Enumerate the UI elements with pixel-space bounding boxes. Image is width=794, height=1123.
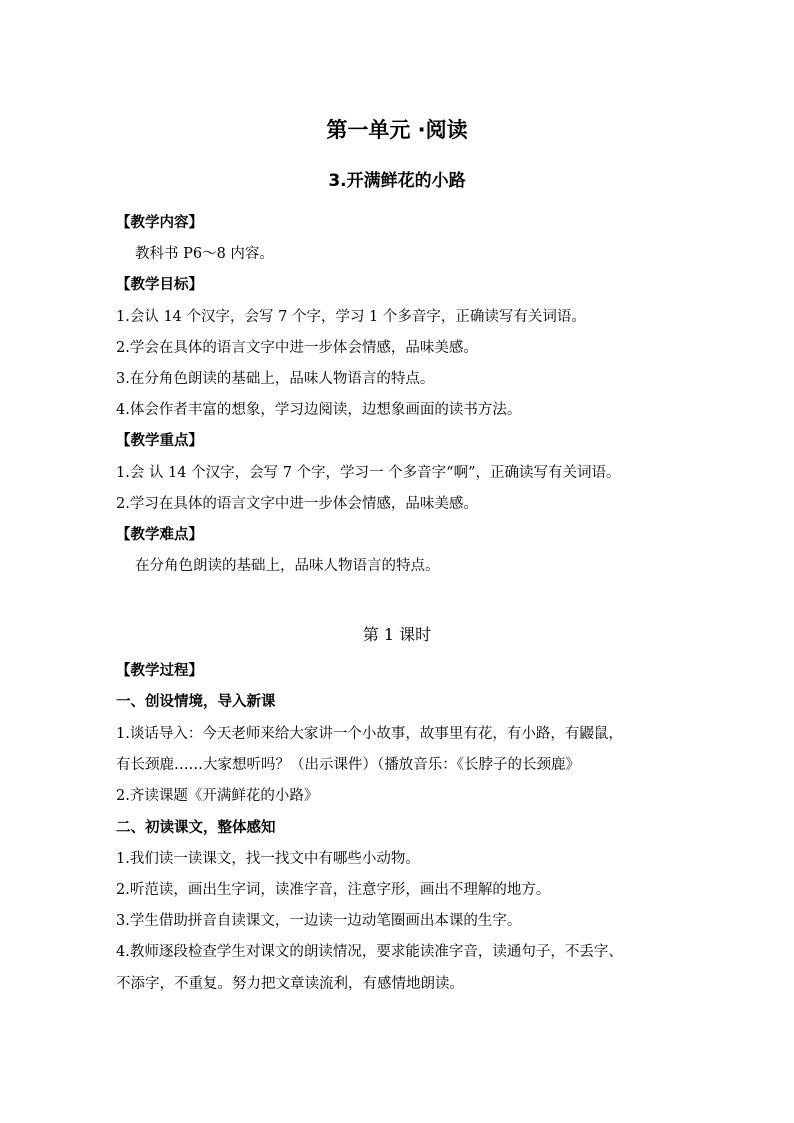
process-item: 3.学生借助拼音自读课文，一边读一边动笔圈画出本课的生字。 <box>116 913 522 929</box>
section-title: 一、创设情境，导入新课 <box>116 694 276 710</box>
key-point-item: 2.学习在具体的语言文字中进一步体会情感，品味美感。 <box>116 496 478 512</box>
key-point-item: 1.会 认 14 个汉字，会写 7 个字，学习一 个多音字“啊”，正确读写有关词语。 <box>116 465 621 481</box>
process-item: 4.教师逐段检查学生对课文的朗读情况，要求能读准字音，读通句子，不丢字、 <box>116 944 623 960</box>
process-item: 2.齐读课题《开满鲜花的小路》 <box>116 788 319 804</box>
process-heading: 【教学过程】 <box>116 663 203 679</box>
process-item: 1.我们读一读课文，找一找文中有哪些小动物。 <box>116 851 420 867</box>
goal-item: 4.体会作者丰富的想象，学习边阅读，边想象画面的读书方法。 <box>116 402 522 418</box>
difficulties-text: 在分角色朗读的基础上，品味人物语言的特点。 <box>135 558 440 574</box>
process-item: 1.谈话导入：今天老师来给大家讲一个小故事，故事里有花，有小路，有鼹鼠， <box>116 726 623 742</box>
content-text: 教科书 P6～8 内容。 <box>135 246 274 262</box>
goal-item: 1.会认 14 个汉字，会写 7 个字，学习 1 个多音字，正确读写有关词语。 <box>116 309 586 325</box>
process-item: 2.听范读，画出生字词，读准字音，注意字形，画出不理解的地方。 <box>116 882 551 898</box>
goal-item: 3.在分角色朗读的基础上，品味人物语言的特点。 <box>116 371 435 387</box>
goal-item: 2.学会在具体的语言文字中进一步体会情感，品味美感。 <box>116 340 478 356</box>
process-item: 有长颈鹿……大家想听吗？（出示课件）（播放音乐：《长脖子的长颈鹿》 <box>116 757 580 773</box>
process-item: 不添字，不重复。努力把文章读流利，有感情地朗读。 <box>116 976 464 992</box>
lesson-title: 3.开满鲜花的小路 <box>328 171 466 191</box>
key-points-heading: 【教学重点】 <box>116 433 203 449</box>
section-title: 二、初读课文，整体感知 <box>116 820 276 836</box>
unit-title: 第一单元 ·阅读 <box>326 118 468 142</box>
content-heading: 【教学内容】 <box>116 215 203 231</box>
period-title: 第 1 课时 <box>362 625 432 644</box>
goals-heading: 【教学目标】 <box>116 277 203 293</box>
difficulties-heading: 【教学难点】 <box>116 527 203 543</box>
